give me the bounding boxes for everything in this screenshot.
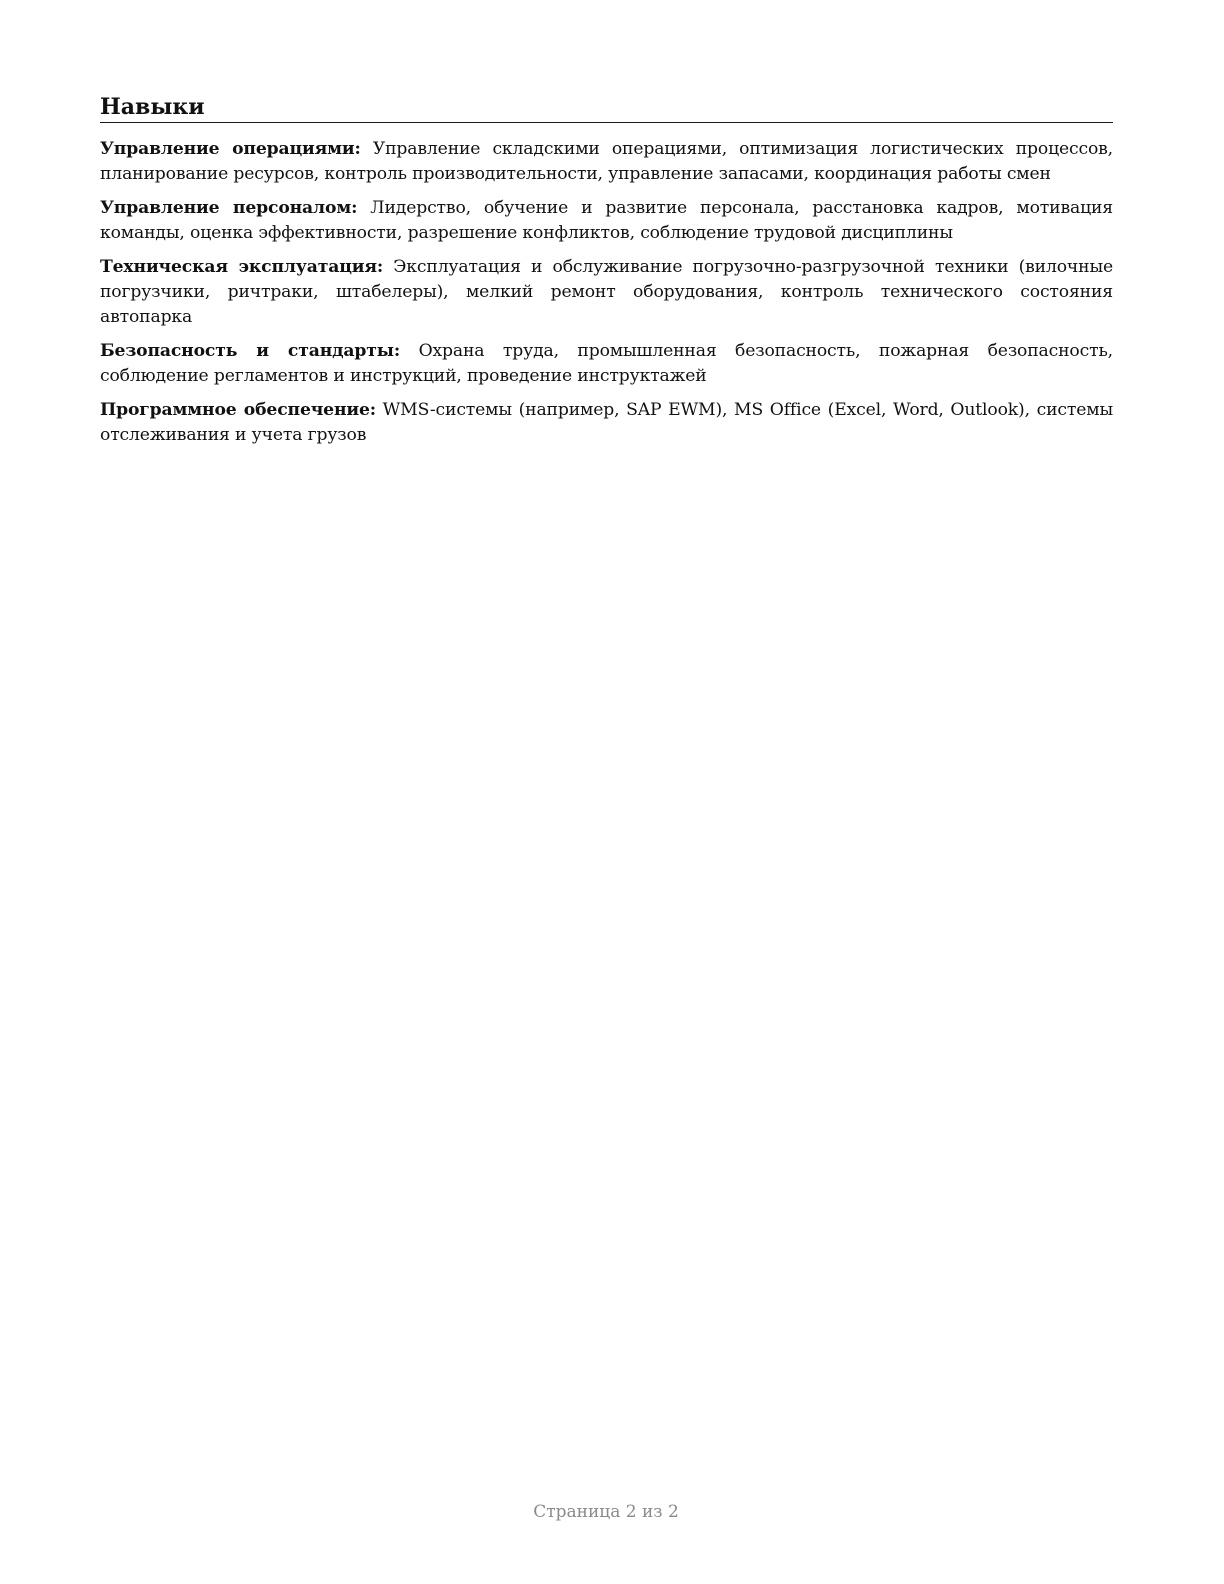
skill-text: Управление складскими операциями, оптимизация логистических процессов, планирование ресурсов, контроль производительности, управление запасами, координация работы смен: [100, 139, 1113, 184]
skill-item-software: [100, 398, 1113, 448]
skill-label: Программное обеспечение:: [100, 400, 376, 420]
skill-text: Охрана труда, промышленная безопасность, пожарная безопасность, соблюдение регламентов и инструкций, проведение инструктажей: [100, 341, 1113, 386]
skill-label: Управление персоналом:: [100, 198, 358, 218]
skill-text: Лидерство, обучение и развитие персонала, расстановка кадров, мотивация команды, оценка эффективности, разрешение конфликтов, соблюдение трудовой дисциплины: [100, 198, 1113, 243]
skill-label: Управление операциями:: [100, 139, 361, 159]
skill-text: WMS-системы (например, SAP EWM), MS Office (Excel, Word, Outlook), системы отслеживания и учета грузов: [100, 400, 1113, 445]
skill-item-personnel: [100, 196, 1113, 246]
skill-label: Безопасность и стандарты:: [100, 341, 401, 361]
skills-list: [100, 137, 1113, 448]
skill-label: Техническая эксплуатация:: [100, 257, 384, 277]
skill-item-technical: [100, 255, 1113, 330]
skill-item-operations: [100, 137, 1113, 187]
skill-text: Эксплуатация и обслуживание погрузочно-разгрузочной техники (вилочные погрузчики, ричтраки, штабелеры), мелкий ремонт оборудования, контроль технического состояния автопарка: [100, 257, 1113, 327]
section-title-skills: Навыки: [100, 92, 1113, 123]
page-number-footer: Страница 2 из 2: [533, 1502, 679, 1522]
skill-item-safety: [100, 339, 1113, 389]
document-page: [100, 92, 1113, 457]
